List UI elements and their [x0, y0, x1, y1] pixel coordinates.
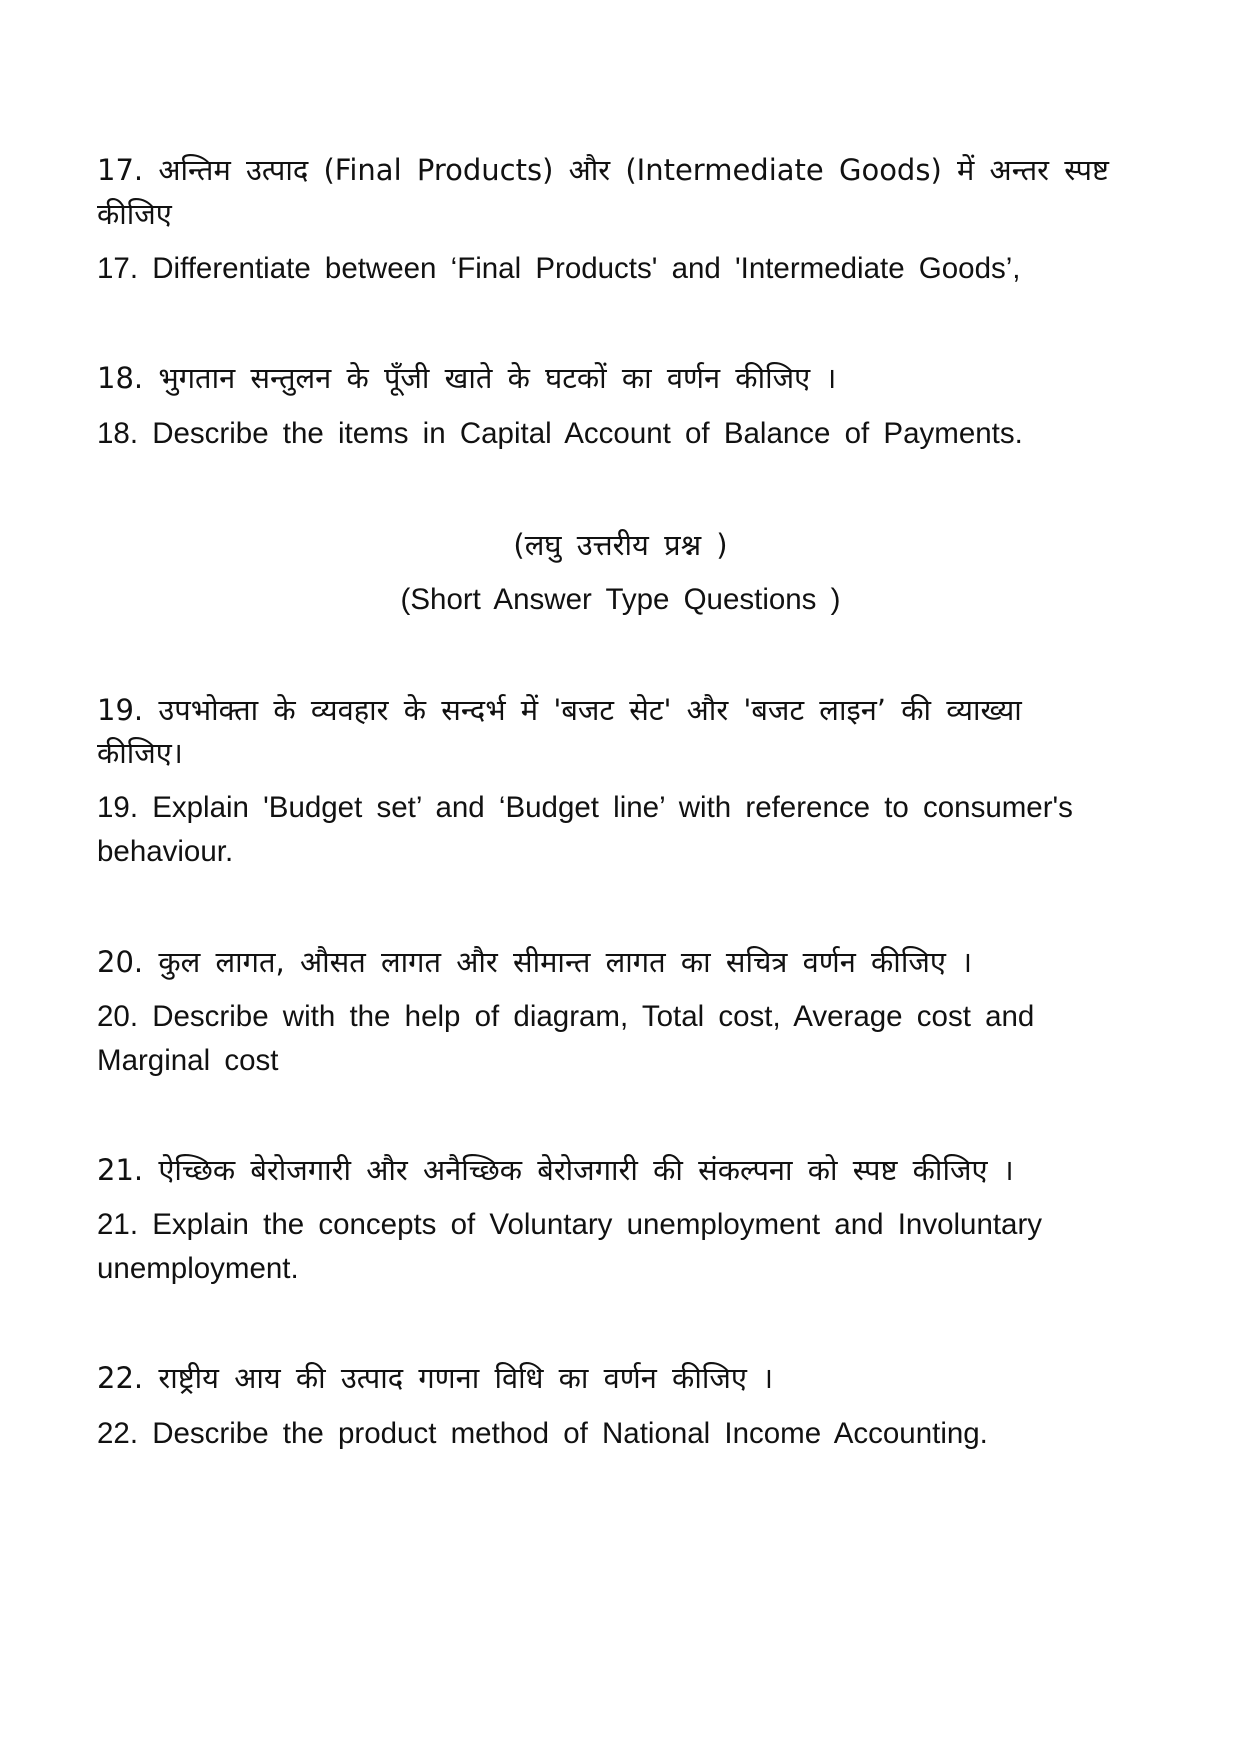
- q19-english-line1: 19. Explain 'Budget set’ and ‘Budget line’ with reference to consumer's: [97, 791, 1073, 824]
- q18-english-line1: 18. Describe the items in Capital Account of Balance of Payments.: [97, 417, 1023, 450]
- q19-hindi-line2: कीजिए।: [97, 736, 183, 770]
- q17-english-line1: 17. Differentiate between ‘Final Products' and 'Intermediate Goods’,: [97, 252, 1021, 285]
- q20-english-line1: 20. Describe with the help of diagram, Total cost, Average cost and: [97, 1000, 1035, 1033]
- q21-english-line2: unemployment.: [97, 1252, 299, 1285]
- q17-hindi-line1: 17. अन्तिम उत्पाद (Final Products) और (Intermediate Goods) में अन्तर स्पष्ट: [97, 153, 1109, 187]
- q21-english-line1: 21. Explain the concepts of Voluntary unemployment and Involuntary: [97, 1208, 1043, 1241]
- q20-hindi-line1: 20. कुल लागत, औसत लागत और सीमान्त लागत का सचित्र वर्णन कीजिए ।: [97, 945, 973, 979]
- q19-hindi-line1: 19. उपभोक्ता के व्यवहार के सन्दर्भ में 'बजट सेट' और 'बजट लाइन’ की व्याख्या: [97, 693, 1022, 727]
- q22-english-line1: 22. Describe the product method of National Income Accounting.: [97, 1417, 988, 1450]
- q20-english-line2: Marginal cost: [97, 1044, 279, 1077]
- q19-english-line2: behaviour.: [97, 835, 234, 868]
- q22-hindi-line1: 22. राष्ट्रीय आय की उत्पाद गणना विधि का वर्णन कीजिए ।: [97, 1361, 774, 1395]
- q17-hindi-line2: कीजिए: [97, 197, 172, 231]
- section-heading-english: (Short Answer Type Questions ): [400, 583, 841, 616]
- q21-hindi-line1: 21. ऐच्छिक बेरोजगारी और अनैच्छिक बेरोजगारी की संकल्पना को स्पष्ट कीजिए ।: [97, 1153, 1014, 1187]
- q18-hindi-line1: 18. भुगतान सन्तुलन के पूँजी खाते के घटकों का वर्णन कीजिए ।: [97, 361, 837, 395]
- section-heading-hindi: (लघु उत्तरीय प्रश्न ): [513, 528, 728, 562]
